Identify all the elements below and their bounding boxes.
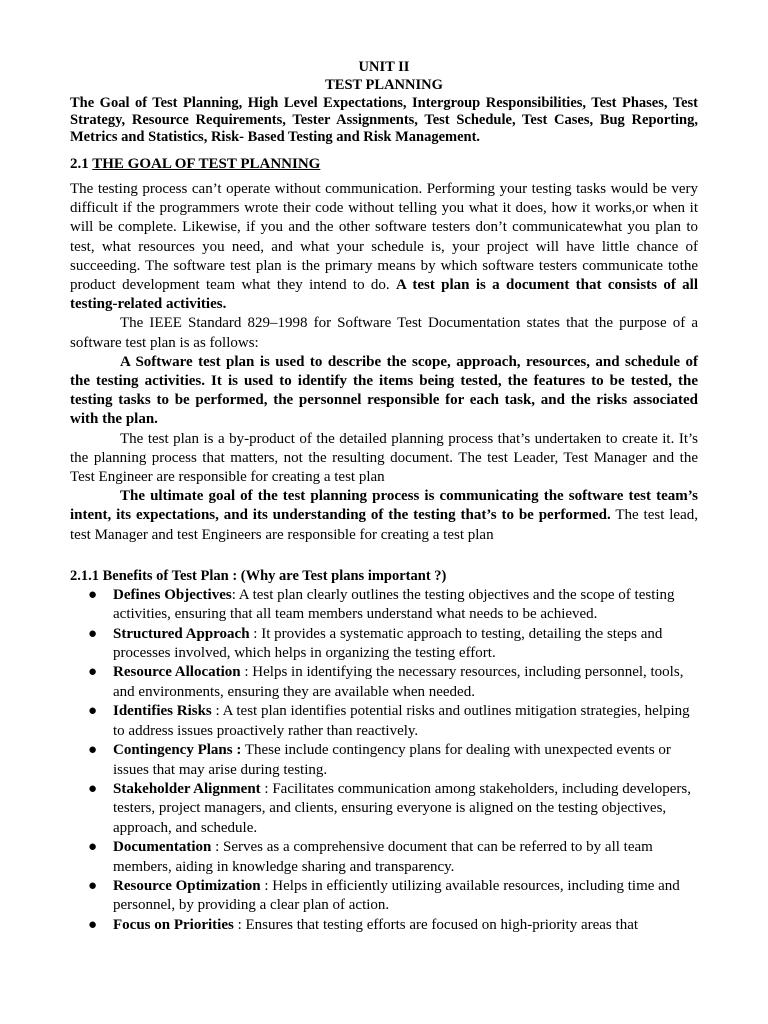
list-item-desc: These include contingency plans for dealing with unexpected events or issues that may arise during testing. [113,742,671,778]
list-item-desc: : Facilitates communication among stakeholders, including developers, testers, project managers, and clients, ensuring everyone is aligned on the testing objectives, approach, and schedule. [113,780,691,836]
paragraph-1 [70,180,698,314]
bullet-icon: ● [88,664,98,681]
list-item-term: Documentation [113,839,212,856]
list-item [70,780,698,838]
list-item-desc: : Ensures that testing efforts are focused on high-priority areas that [233,916,639,933]
unit-title: TEST PLANNING [325,77,443,93]
list-item-term: Defines Objectives [113,586,232,603]
bullet-icon: ● [88,877,98,894]
bullet-icon: ● [88,703,98,720]
list-item-desc: : Helps in identifying the necessary resources, including personnel, tools, and environments, ensuring they are available when needed. [113,664,684,700]
bullet-icon: ● [88,780,98,797]
bullet-icon: ● [88,916,98,933]
paragraph-3 [70,353,698,430]
paragraph-3-bold: A Software test plan is used to describe the scope, approach, resources, and schedule of the testing activities. It is used to identify the items being tested, the features to be tested, the testing tasks to be performed, the personnel responsible for each task, and the risks associated with the plan. [70,353,698,428]
bullet-icon: ● [88,586,98,603]
list-item-term: Focus on Priorities [113,916,234,933]
list-item-term: Contingency Plans : [113,742,242,759]
bullet-icon: ● [88,742,98,759]
list-item [70,916,698,935]
bullet-icon: ● [88,625,98,642]
topics-list: The Goal of Test Planning, High Level Expectations, Intergroup Responsibilities, Test Phases, Test Strategy, Resource Requirements, Tester Assignments, Test Schedule, Test Cases, Bug Reporting, Metrics and Statistics, Risk- Based Testing and Risk Management. [70,95,698,145]
list-item [70,625,698,664]
list-item [70,663,698,702]
section-number: 2.1 [70,156,89,172]
subsection-heading: 2.1.1 Benefits of Test Plan : (Why are Test plans important ?) [70,567,447,584]
list-item-desc: : It provides a systematic approach to testing, detailing the steps and processes involved, which helps in organizing the testing effort. [113,625,663,662]
paragraph-2: The IEEE Standard 829–1998 for Software Test Documentation states that the purpose of a software test plan is as follows: [70,315,698,351]
paragraph-5-bold: The ultimate goal of the test planning process is communicating the software test team’s intent, its expectations, and its understanding of the testing that’s to be performed. [70,488,698,524]
list-item [70,877,698,916]
list-item-term: Structured Approach [113,625,250,642]
list-item-term: Resource Allocation [113,664,241,681]
document-page [70,58,698,935]
list-item-desc: : A test plan identifies potential risks and outlines mitigation strategies, helping to address issues proactively rather than reactively. [113,703,690,739]
paragraph-4: The test plan is a by-product of the detailed planning process that’s undertaken to create it. It’s the planning process that matters, not the resulting document. The test Leader, Test Manager and the Test Engineer are responsible for creating a test plan [70,430,698,486]
paragraph-5-text: The test lead, test Manager and test Engineers are responsible for creating a test plan [70,507,698,543]
list-item-desc: : Serves as a comprehensive document that can be referred to by all team members, aiding in knowledge sharing and transparency. [113,839,653,875]
list-item-term: Stakeholder Alignment [113,780,261,797]
section-heading [70,154,698,174]
paragraph-1-bold: A test plan is a document that consists of all testing-related activities. [70,277,698,313]
section-title: THE GOAL OF TEST PLANNING [92,156,321,172]
paragraph-5 [70,487,698,545]
benefits-list [70,586,698,935]
list-item [70,741,698,780]
list-item-term: Resource Optimization [113,877,261,894]
list-item [70,838,698,877]
bullet-icon: ● [88,839,98,856]
list-item-desc: : A test plan clearly outlines the testing objectives and the scope of testing activities, ensuring that all team members understand what needs to be achieved. [113,586,675,623]
paragraph-1-text: The testing process can’t operate without communication. Performing your testing tasks would be very difficult if the programmers wrote their code without telling you what it does, how it works,or when it will be complete. Likewise, if you and the other software testers don’t communicatewhat you plan to test, what resources you need, and what your schedule is, your project will have little chance of succeeding. The software test plan is the primary means by which software testers communicate tothe product development team what they intend to do. [70,181,698,294]
list-item [70,702,698,741]
list-item-desc: : Helps in efficiently utilizing available resources, including time and personnel, by providing a clear plan of action. [113,877,680,914]
unit-label: UNIT II [358,59,410,75]
list-item-term: Identifies Risks [113,703,212,720]
list-item [70,586,698,625]
